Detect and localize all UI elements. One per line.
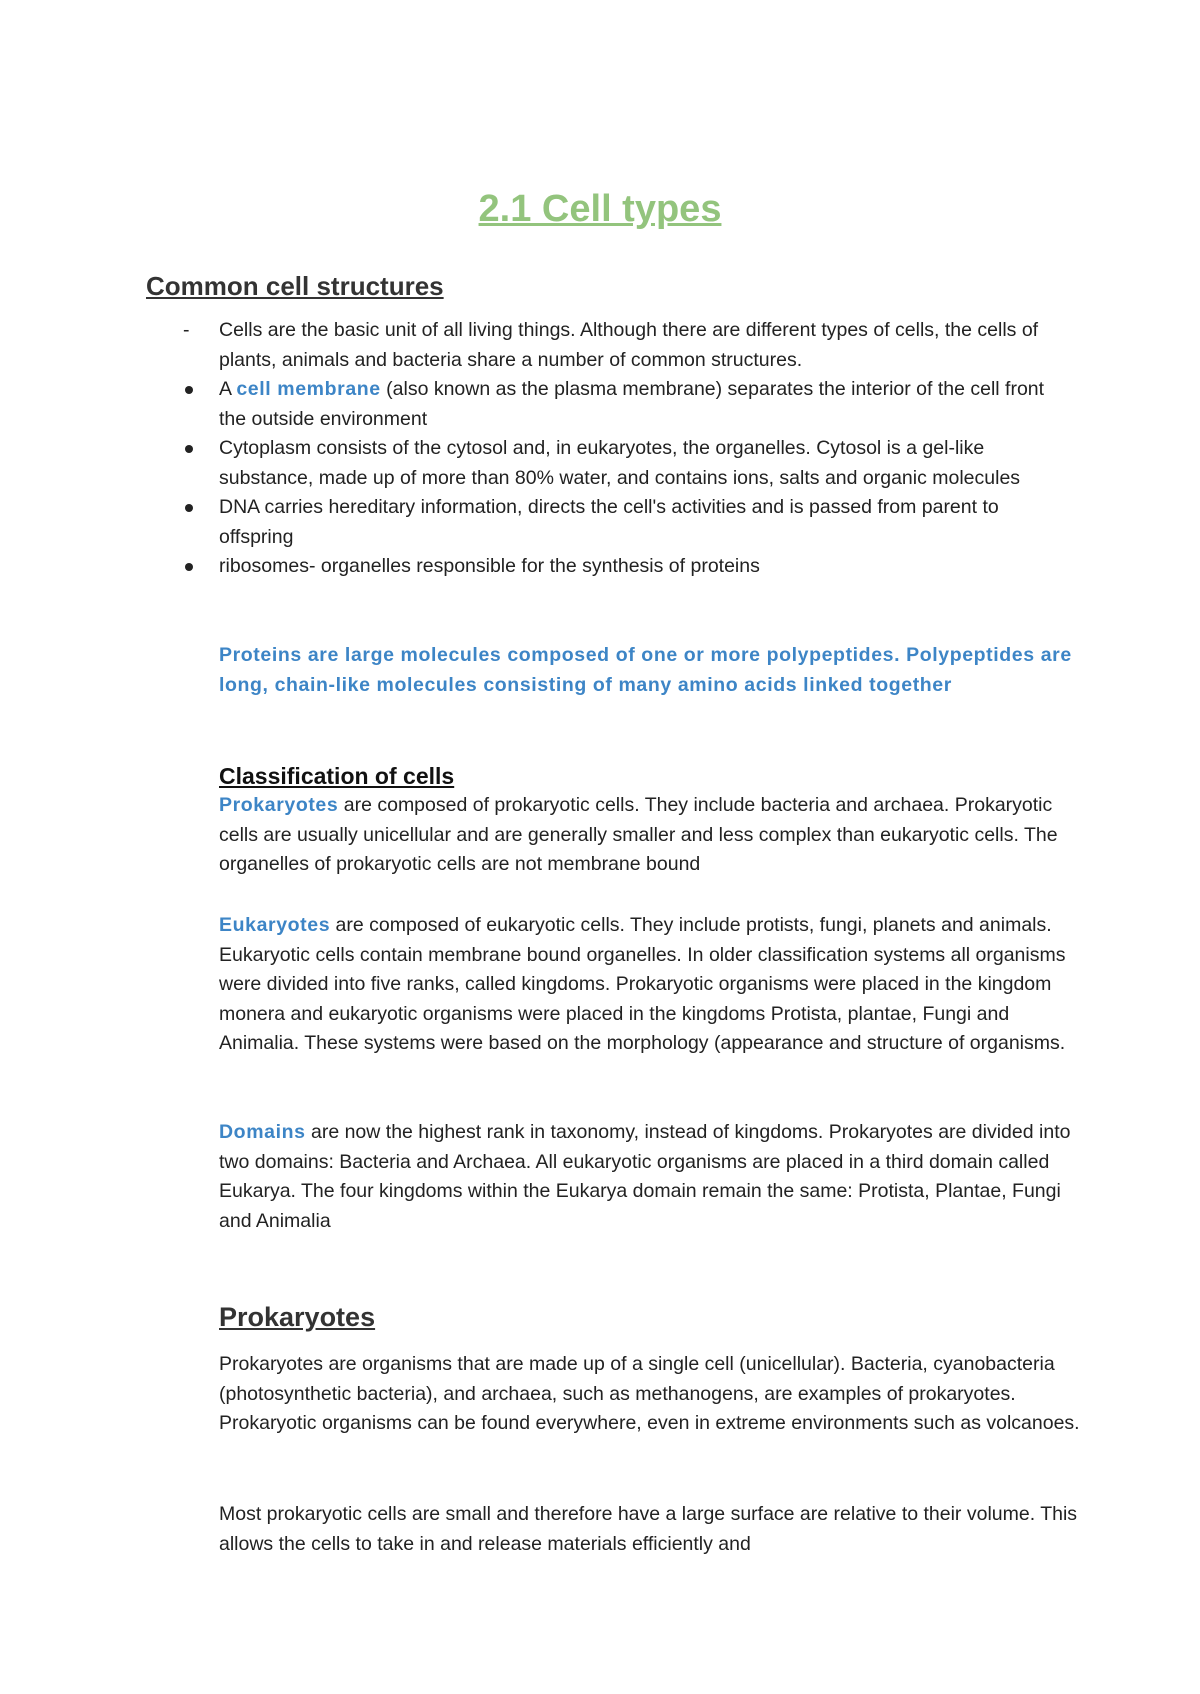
- protein-note: Proteins are large molecules composed of one or more polypeptides. Polypeptides are long, chain-like molecules consisting of many amino acids linked together: [219, 644, 1072, 696]
- paragraph-prokaryotes-2: Most prokaryotic cells are small and therefore have a large surface are relative to their volume. This allows the cells to take in and release materials efficiently and: [219, 1503, 1078, 1555]
- bullet-icon: [185, 563, 193, 571]
- structure-list: [146, 316, 1076, 582]
- bullet-icon: [185, 445, 193, 453]
- list-item: [146, 493, 1076, 552]
- keyword-prokaryotes: Prokaryotes: [219, 794, 339, 816]
- bullet-icon: [185, 504, 193, 512]
- page-title: 2.1 Cell types: [478, 188, 722, 230]
- heading-classification: Classification of cells: [219, 763, 455, 789]
- bullet-icon: [185, 386, 193, 394]
- list-item-text: ribosomes- organelles responsible for the synthesis of proteins: [219, 555, 760, 577]
- paragraph-text: are now the highest rank in taxonomy, instead of kingdoms. Prokaryotes are divided into two domains: Bacteria and Archaea. All eukaryotic organisms are placed in a third domain called Eukarya. The four kingdoms within the Eukarya domain remain the same: Protista, Plantae, Fungi and Animalia: [219, 1121, 1071, 1232]
- keyword-cell-membrane: cell membrane: [236, 378, 381, 400]
- paragraph-text: are composed of eukaryotic cells. They include protists, fungi, planets and animals. Eukaryotic cells contain membrane bound organelles. In older classification systems all organisms were divided into five ranks, called kingdoms. Prokaryotic organisms were placed in the kingdom monera and eukaryotic organisms were placed in the kingdoms Protista, plantae, Fungi and Animalia. These systems were based on the morphology (appearance and structure of organisms.: [219, 914, 1066, 1054]
- list-item: [146, 434, 1076, 493]
- list-item: [146, 552, 1076, 582]
- paragraph-text: are composed of prokaryotic cells. They include bacteria and archaea. Prokaryotic cells are usually unicellular and are generally smaller and less complex than eukaryotic cells. The organelles of prokaryotic cells are not membrane bound: [219, 794, 1058, 875]
- dash-marker: -: [183, 319, 190, 341]
- paragraph-domains-def: [219, 1118, 1089, 1236]
- heading-prokaryotes: Prokaryotes: [219, 1302, 376, 1332]
- list-item-text: Cells are the basic unit of all living things. Although there are different types of cells, the cells of plants, animals and bacteria share a number of common structures.: [219, 319, 1039, 371]
- paragraph-prokaryotes-1: Prokaryotes are organisms that are made up of a single cell (unicellular). Bacteria, cyanobacteria (photosynthetic bacteria), and archaea, such as methanogens, are examples of prokaryotes. Prokaryotic organisms can be found everywhere, even in extreme environments such as volcanoes.: [219, 1353, 1080, 1434]
- list-item: [146, 316, 1076, 375]
- list-item-text: (also known as the plasma membrane) separates the interior of the cell front the outside environment: [219, 378, 1045, 430]
- list-item-text: DNA carries hereditary information, directs the cell's activities and is passed from parent to offspring: [219, 496, 999, 548]
- keyword-domains: Domains: [219, 1121, 306, 1143]
- keyword-eukaryotes: Eukaryotes: [219, 914, 331, 936]
- paragraph-eukaryotes-def: [219, 911, 1089, 1059]
- paragraph-prokaryotes-def: [219, 791, 1089, 880]
- list-item-text: A: [219, 378, 237, 400]
- list-item: [146, 375, 1076, 434]
- heading-common-cell-structures: Common cell structures: [146, 271, 444, 301]
- list-item-text: Cytoplasm consists of the cytosol and, in eukaryotes, the organelles. Cytosol is a gel-like substance, made up of more than 80% water, and contains ions, salts and organic molecules: [219, 437, 1021, 489]
